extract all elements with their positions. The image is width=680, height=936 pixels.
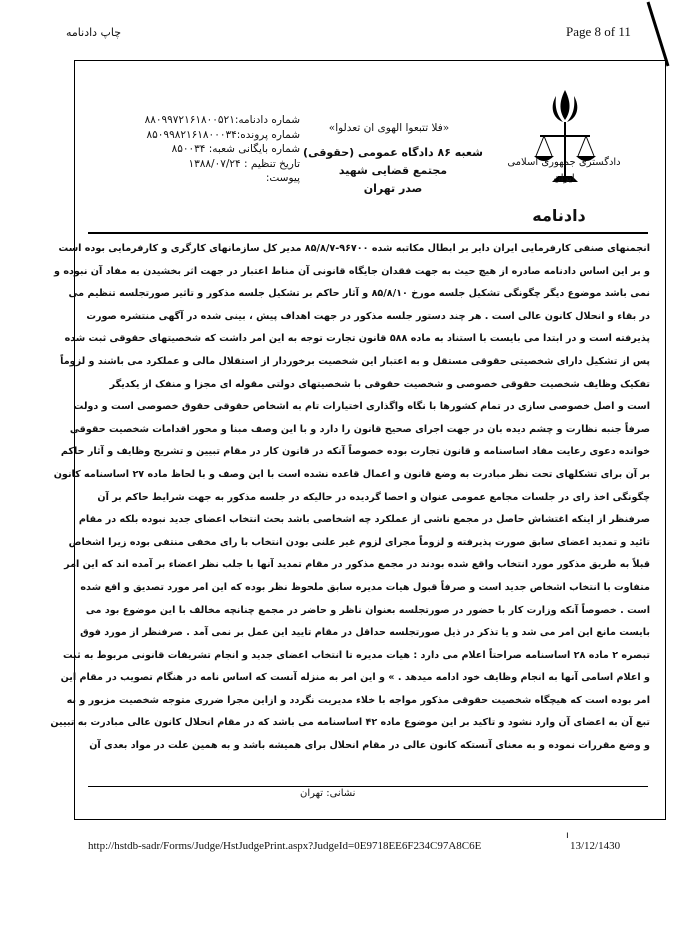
body-line: و وضع مقررات نموده و به معنای آنستکه کانون عالی در مقام انحلال برای همیشه باشد و به همین علت در مواد بعدی آن [89, 740, 650, 752]
body-line: تبصره ۲ ماده ۲۸ اساسنامه صراحتاً اعلام می دارد : هیات مدیره تا انتخاب اعضای جدید و انجام تشریفات قانونی مربوط به ثبت [63, 649, 650, 661]
address-text: نشانی: تهران [300, 788, 356, 799]
body-line: پس از تشکیل دارای شخصیتی حقوقی مستقل و به اعتبار این شخصیت برخوردار از استقلال مالی و عملکرد می باشند و لزوماً [60, 355, 650, 367]
body-line: تائید و تمدید اعضای سابق صورت پذیرفته و لزوماً مجرای لزوم غیر علنی بودن انتخاب با رای مخفی منتفی بوده زیرا اشخاص [68, 536, 650, 548]
handwritten-tick-mark: ı [566, 830, 569, 841]
issue-date: تاریخ تنظیم : ۱۳۸۸/۰۷/۲۴ [188, 157, 300, 170]
court-line-1: شعبه ۸۶ دادگاه عمومی (حقوقی) مجتمع قضایی شهید [303, 146, 483, 177]
body-line: تفکیک وظایف شخصیت حقوقی خصوصی و شخصیت حقوقی با شخصیتهای دولتی مقوله ای مجزا و منفک از یکدیگر [109, 378, 650, 390]
body-line: پذیرفته است و در ابتدا می بایست با استناد به ماده ۵۸۸ قانون تجارت توجه به این امر داشت که شخصیتهای حقوقی ثبت شده [64, 333, 650, 345]
print-date: 13/12/1430 [570, 840, 621, 852]
verdict-title: دادنامه [532, 206, 586, 225]
body-line: نمی باشد موضوع دیگر چگونگی تشکیل جلسه مورخ ۸۵/۸/۱۰ و آثار حاکم بر تشکیل جلسه مذکور و تاثیر صورتجلسه تنظیم می [68, 288, 650, 300]
body-line: انجمنهای صنفی کارفرمایی ایران دایر بر ابطال مکاتبه شده ۹۶۷۰۰-۸۵/۸/۷ مدیر کل سازمانهای کارگری و کارفرمایی بوده است [58, 243, 650, 254]
case-metadata [120, 113, 300, 186]
body-line: چگونگی اخذ رای در جلسات مجامع عمومی عنوان و احصا گردیده در حالیکه در جلسه مذکور به جهت شرایط حاکم بر آن [97, 491, 650, 503]
body-line: تبع آن به اعضای آن وارد نشود و تاکید بر این موضوع ماده ۴۲ اساسنامه می باشد که در مقام انحلال کانون عالی مبادرت به تبیین [50, 717, 650, 729]
archive-number: شماره بایگانی شعبه: ۸۵۰۰۳۴ [171, 143, 300, 155]
print-url: http://hstdb-sadr/Forms/Judge/HstJudgePrint.aspx?JudgeId=0E9718EE6F234C97A8C6E [88, 840, 482, 852]
attachment-label: پیوست: [265, 172, 300, 184]
body-line: امر بوده است که هیچگاه شخصیت حقوقی مذکور مواجه با خلاء مدیریت نگردد و ازاین مجرا ضرری متوجه شخصیت مزبور و به [66, 694, 650, 706]
body-line: خوانده دعوی رعایت مفاد اساسنامه و قانون تجارت بوده خصوصاً آنکه در قانون کار در مقام تبیین و تشریح وظایف و آثار حاکم [60, 446, 650, 458]
judiciary-line-1: دادگستری جمهوری اسلامی [507, 157, 621, 168]
header-divider [88, 232, 648, 234]
judiciary-name [504, 155, 624, 187]
body-line: متفاوت با انتخاب اشخاص جدید است و صرفاً قبول هیات مدیره سابق ملحوظ نظر بوده که این امر مورد تصدیق و اقع شده [80, 581, 650, 593]
verdict-body [50, 238, 650, 758]
judiciary-line-2: ایران [553, 173, 575, 184]
body-line: بایست مانع این امر می شد و یا تذکر در ذیل صورتجلسه حداقل در مقام تایید این عمل بر نمی آمد . صرفنظر از مورد فوق [80, 627, 650, 639]
page-number: Page 8 of 11 [566, 24, 631, 39]
court-name [288, 144, 498, 198]
body-line: بر آن برای تشکلهای تحت نظر مبادرت به وضع قانون و اعمال قاعده نشده است با این وصف و با لحاظ ماده ۲۷ اساسنامه کانون [53, 468, 650, 480]
footer-divider [88, 786, 648, 787]
body-line: صرفاً جنبه نظارت و چشم دیده بان در جهت اجرای صحیح قانون را دارد و با این وصف مبنا و محور اقدامات شخصیت حقوقی [69, 423, 650, 435]
verdict-number: شماره دادنامه:۸۸۰۹۹۷۲۱۶۱۸۰۰۵۲۱ [144, 114, 300, 126]
body-line: و اعلام اسامی آنها به انجام وظایف خود ادامه میدهد . » و این امر به منزله آنست که اساس نامه در هنگام تصویب در مقام این [60, 672, 650, 684]
court-line-2: صدر تهران [363, 182, 423, 195]
body-line: قبلاً به طریق مذکور مورد انتخاب واقع شده بودند در مجمع مذکور در مقام تمدید آنها با جلب نظر اعضاء بر آمده اند که این امر [64, 559, 650, 571]
body-line: و بر این اساس دادنامه صادره از هیچ حیث به جهت فقدان جایگاه قانونی آن مناط اعتبار در جهت اثر بخشیدن به مفاد آن نبوده و [54, 265, 650, 277]
quran-verse: «فلا تتبعوا الهوی ان تعدلوا» [328, 122, 450, 134]
body-line: است . خصوصاً آنکه وزارت کار با حضور در صورتجلسه بعنوان ناظر و حاضر در مجمع چنانچه مخالف با این موضوع بود می [85, 604, 650, 616]
case-number: شماره پرونده:۸۵۰۹۹۸۲۱۶۱۸۰۰۰۳۴ [146, 128, 300, 141]
verdict-document [50, 60, 666, 820]
body-line: است و اصل خصوصی سازی در تمام کشورها با نگاه واگذاری اختیارات تام به اشخاص حقوقی حقوق خصوصی است و دولت [73, 401, 650, 413]
body-line: در بقاء و انحلال کانون عالی است . هر چند دستور جلسه مذکور در جهت اهداف پیش ، بینی شده در آگهی منتشره صورت [86, 310, 650, 322]
body-line: صرفنظر از اینکه اغتشاش حاصل در مجمع ناشی از عملکرد چه اشخاصی باشد بحث انتخاب اعضای جدید نبوده بلکه در مقام [78, 514, 650, 526]
print-title: چاپ دادنامه [66, 26, 122, 39]
